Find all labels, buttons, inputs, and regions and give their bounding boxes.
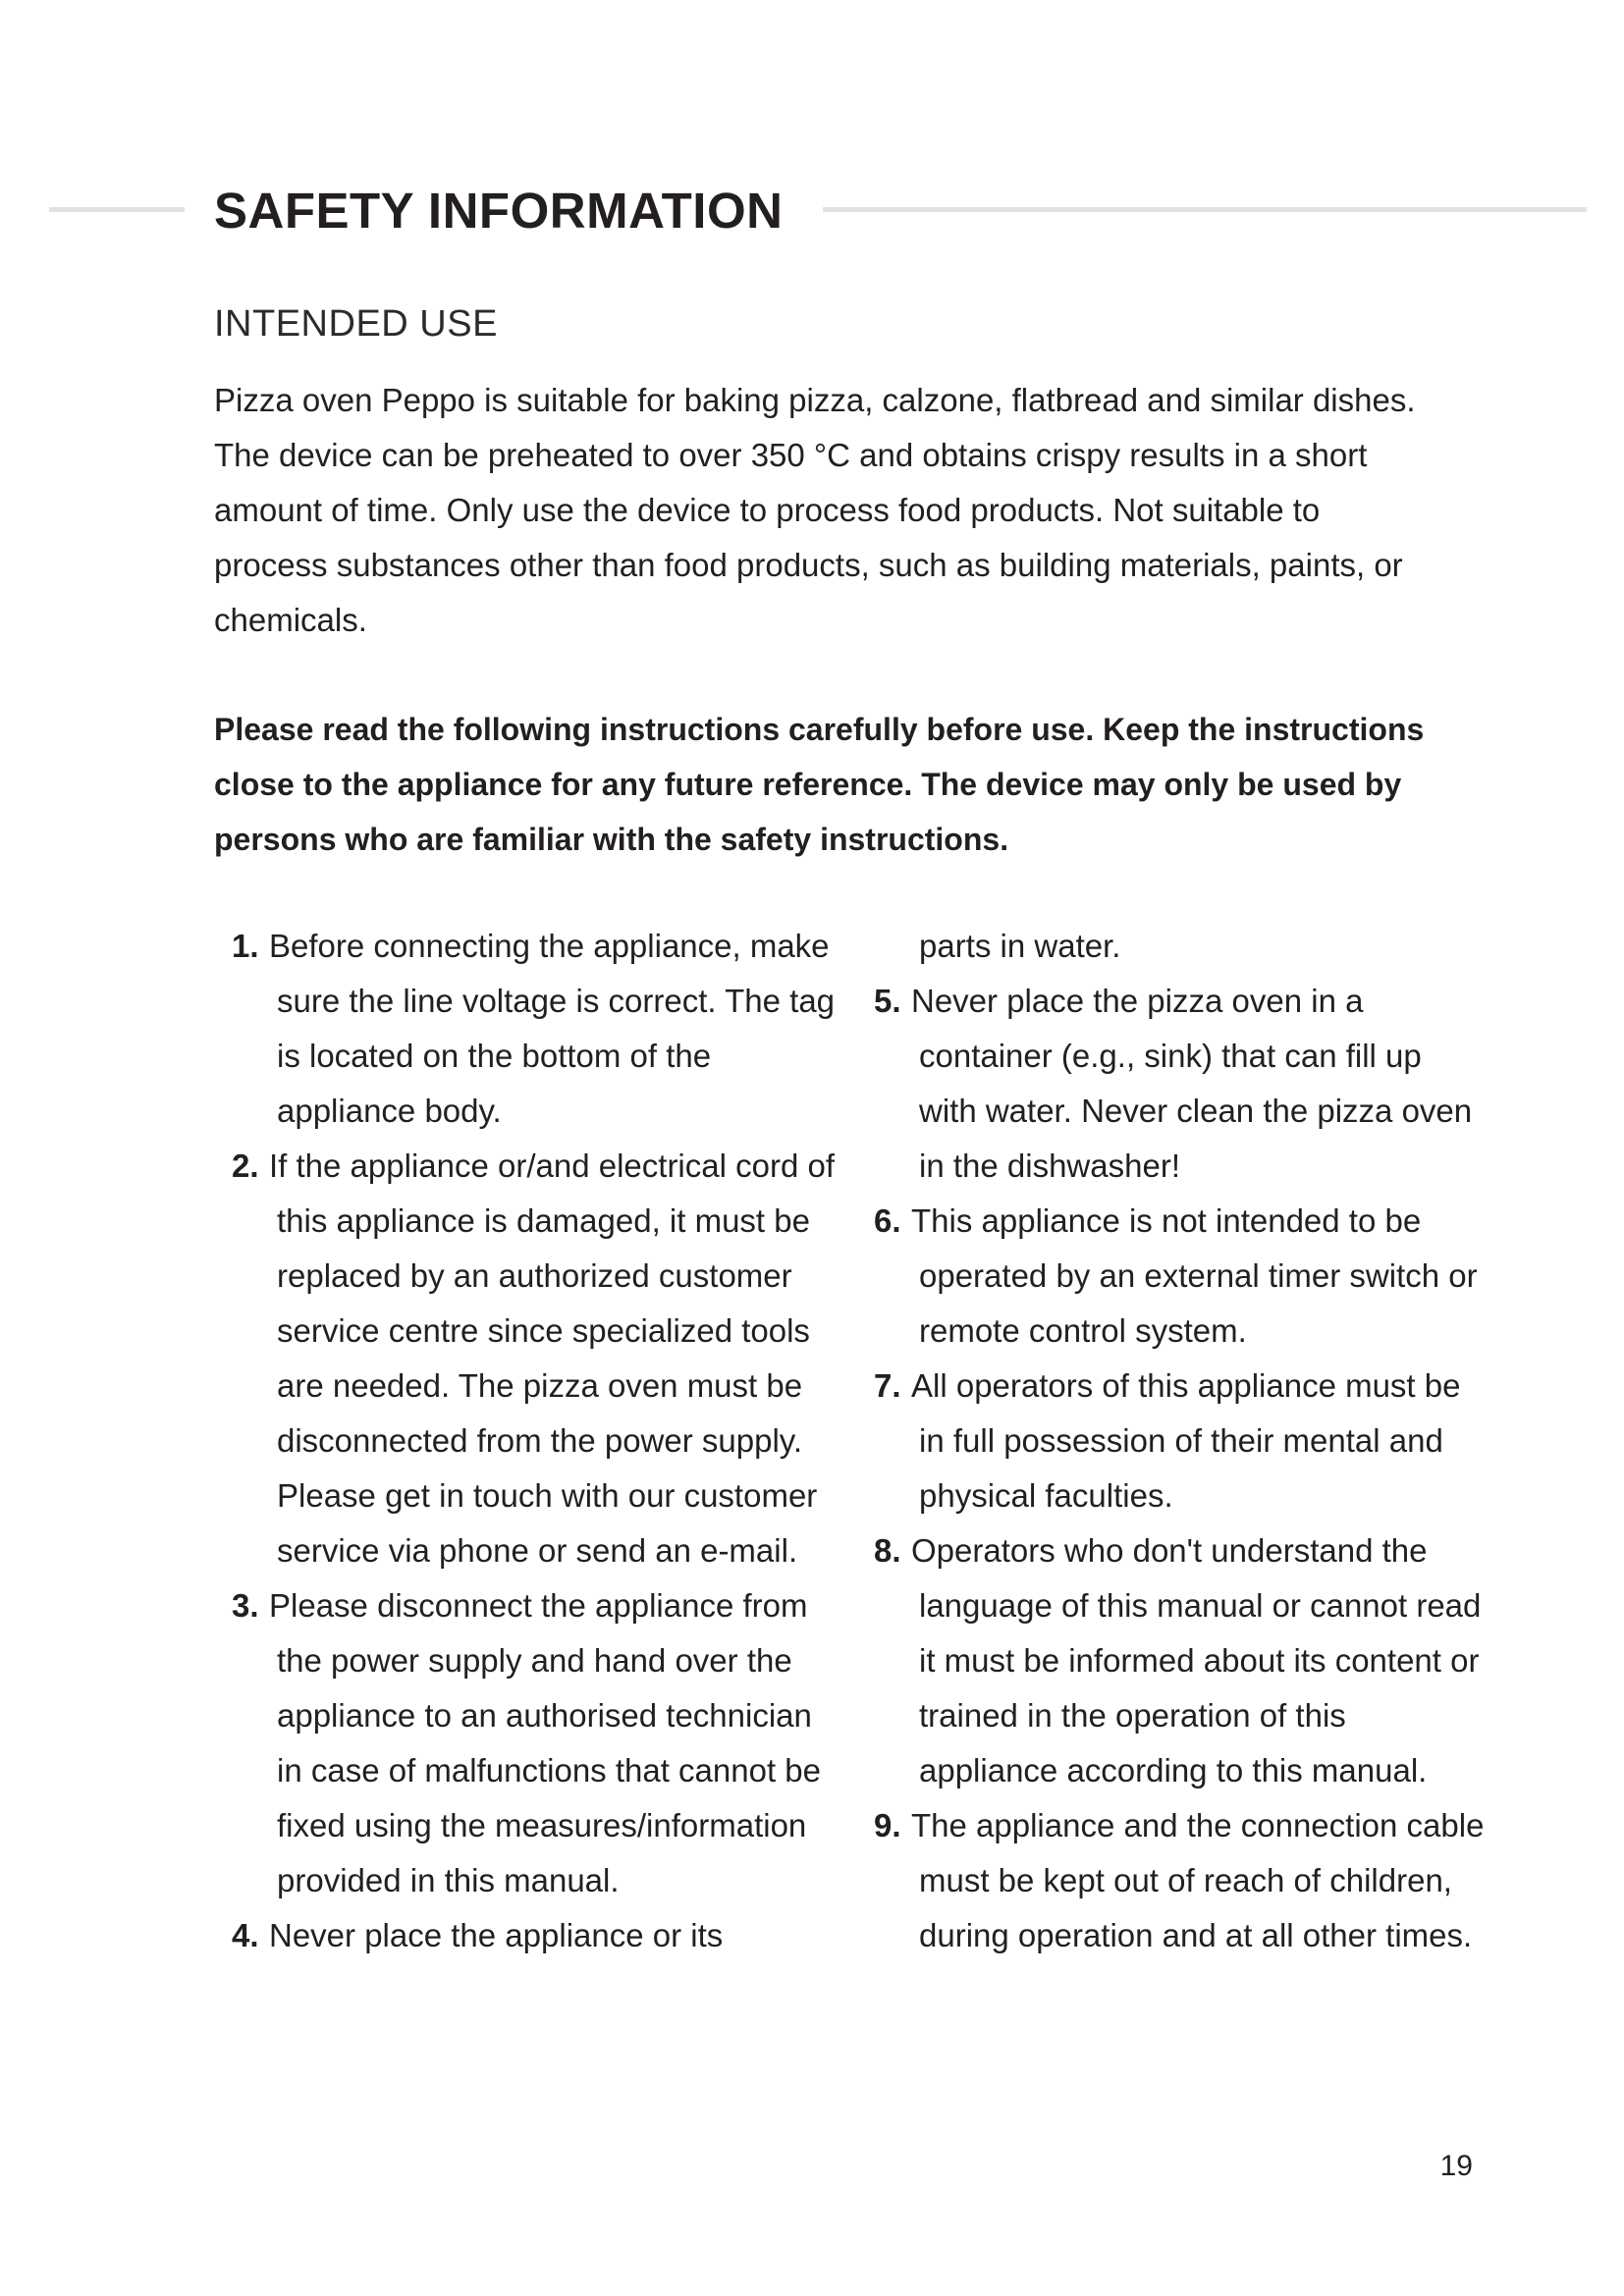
instruction-item (856, 1523, 1485, 1798)
instruction-number: 2. (232, 1148, 259, 1184)
instruction-number: 5. (874, 983, 901, 1019)
instruction-text: All operators of this appliance must be in full possession of their mental and physical faculties. (911, 1367, 1461, 1514)
instruction-number: 1. (232, 928, 259, 964)
intended-use-heading: INTENDED USE (214, 303, 498, 345)
instruction-number: 7. (874, 1367, 901, 1404)
instruction-item (856, 1359, 1485, 1523)
instruction-number: 6. (874, 1202, 901, 1239)
instruction-continuation: parts in water. (919, 928, 1121, 964)
instruction-item (214, 1578, 842, 1908)
instruction-item (856, 1798, 1485, 1963)
instruction-text: Operators who don't understand the language of this manual or cannot read it must be informed about its content or trained in the operation of this appliance according to this manual. (911, 1532, 1482, 1789)
instruction-text: If the appliance or/and electrical cord of this appliance is damaged, it must be replaced by an authorized customer service centre since specialized tools are needed. The pizza oven must be disconnected from the power supply. Please get in touch with our customer service via phone or send an e-mail. (269, 1148, 836, 1569)
instruction-item (856, 1194, 1485, 1359)
safety-warning: Please read the following instructions carefully before use. Keep the instructions close to the appliance for any future reference. The device may only be used by persons who are familiar with the safety instructions. (214, 712, 1425, 857)
instruction-item (856, 974, 1485, 1194)
instruction-text: Never place the appliance or its (269, 1917, 724, 1953)
instruction-text: This appliance is not intended to be operated by an external timer switch or remote control system. (911, 1202, 1478, 1349)
instruction-number: 8. (874, 1532, 901, 1569)
instruction-item (214, 1908, 842, 1963)
instruction-number: 3. (232, 1587, 259, 1624)
instruction-item (214, 919, 842, 1139)
instruction-text: Never place the pizza oven in a container (e.g., sink) that can fill up with water. Never clean the pizza oven in the dishwasher! (911, 983, 1473, 1184)
instructions-column-right (856, 919, 1485, 1963)
instruction-item (214, 1139, 842, 1578)
title-rule-right (823, 207, 1587, 212)
page-title: SAFETY INFORMATION (214, 183, 784, 239)
page-number: 19 (1439, 2150, 1473, 2182)
instruction-text: The appliance and the connection cable must be kept out of reach of children, during operation and at all other times. (911, 1807, 1485, 1953)
instruction-number: 4. (232, 1917, 259, 1953)
intended-use-paragraph: Pizza oven Peppo is suitable for baking pizza, calzone, flatbread and similar dishes. The device can be preheated to over 350 °C and obtains crispy results in a short amount of time. Only use the device to process food products. Not suitable to process substances other than food products, such as building materials, paints, or chemicals. (214, 382, 1416, 638)
instruction-number: 9. (874, 1807, 901, 1843)
instruction-text: Before connecting the appliance, make sure the line voltage is correct. The tag is located on the bottom of the appliance body. (269, 928, 836, 1129)
instructions-column-left (214, 919, 842, 1963)
title-rule-left (49, 207, 185, 212)
instruction-text: Please disconnect the appliance from the power supply and hand over the appliance to an authorised technician in case of malfunctions that cannot be fixed using the measures/information provided in this manual. (269, 1587, 822, 1898)
